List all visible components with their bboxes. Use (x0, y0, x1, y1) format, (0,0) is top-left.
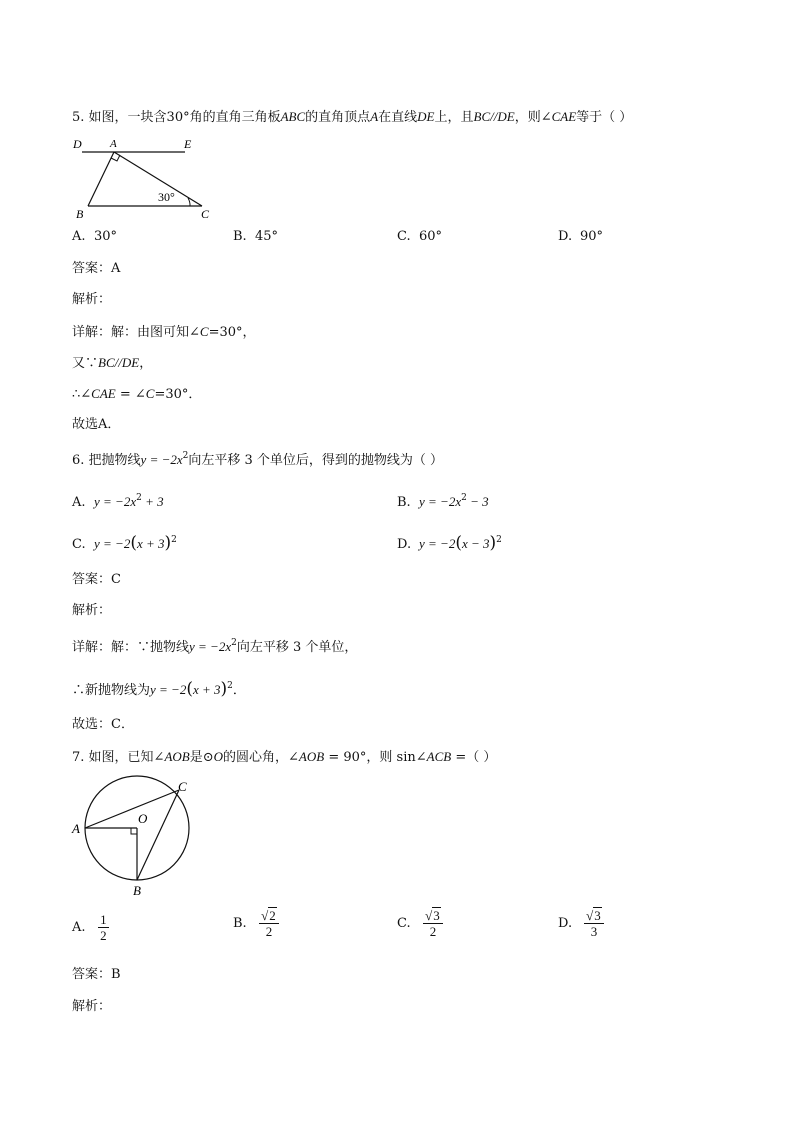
q6-equation: y = −2x (140, 452, 183, 467)
q5-stem-text: 上，且 (434, 110, 474, 125)
q7-stem-text: 7. 如图，已知∠ (72, 750, 165, 765)
q5-stem-text: 在直线 (378, 110, 418, 125)
q7-stem-text: 是⊙ (189, 750, 214, 765)
q7-circle-name: O (213, 749, 224, 764)
q5-angle-name: CAE (551, 109, 577, 124)
detail-var: CAE (91, 386, 116, 401)
option-label: C. (72, 537, 86, 552)
q6-choose: 故选：C． (72, 717, 134, 732)
option-label: D. (397, 537, 412, 552)
q5-angle-value: 30° (166, 110, 190, 125)
q7-option-a[interactable] (72, 912, 109, 943)
detail-text: 详解：解：∵抛物线 (72, 640, 190, 655)
q5-option-a[interactable] (72, 228, 117, 246)
q7-stem-text: = 90°，则 sin∠ (324, 750, 427, 765)
denominator: 2 (265, 924, 273, 939)
q7-angle-name: ACB (426, 749, 452, 764)
q5-option-c[interactable] (397, 228, 442, 246)
q5-detail (72, 323, 256, 342)
option-label: B. (233, 229, 247, 244)
option-value: 30° (94, 229, 118, 244)
detail-text: =30°． (154, 387, 202, 402)
q7-stem-text: =（ ） (451, 750, 497, 765)
label-d: D (73, 137, 82, 151)
option-label: C. (397, 916, 411, 931)
option-label: D. (558, 229, 573, 244)
segment-ab (88, 152, 114, 206)
exponent: 2 (461, 493, 467, 503)
detail-text: ． (232, 683, 246, 698)
q5-option-b[interactable] (233, 228, 278, 246)
q7-option-d[interactable] (558, 908, 604, 939)
option-value: 60° (419, 229, 443, 244)
exponent: 2 (231, 638, 237, 648)
numerator: 2 (269, 908, 276, 923)
denominator: 3 (590, 924, 598, 939)
exponent: 2 (171, 535, 177, 545)
label-a: A (110, 138, 117, 150)
q7-analysis: 解析： (72, 999, 112, 1014)
option-eq: y = −2x (419, 494, 462, 509)
q6-stem (72, 451, 443, 470)
q5-stem (72, 108, 632, 127)
q6-stem-text: 6. 把抛物线 (72, 453, 141, 468)
q5-analysis: 解析： (72, 292, 112, 307)
q5-choose: 故选A． (72, 417, 121, 432)
q7-answer: 答案：B (72, 967, 121, 982)
detail-text: 详解：解：由图可知∠ (72, 325, 200, 340)
option-eq: + 3 (141, 494, 164, 509)
angle-arc (188, 198, 190, 206)
exponent: 2 (182, 451, 189, 461)
q6-option-a[interactable] (72, 493, 164, 512)
label-c: C (178, 779, 187, 794)
option-eq: y = −2 (94, 536, 131, 551)
option-label: B. (397, 495, 411, 510)
numerator: 1 (100, 912, 107, 927)
label-o: O (138, 811, 148, 826)
option-eq: y = −2x (94, 494, 137, 509)
option-eq: y = −2 (419, 536, 456, 551)
radical: √ (261, 908, 269, 923)
q5-detail-2 (72, 354, 152, 373)
q6-option-b[interactable] (397, 493, 489, 512)
option-eq: x − 3 (461, 536, 490, 551)
detail-var: BC//DE (98, 355, 140, 370)
exponent: 2 (136, 493, 142, 503)
label-e: E (184, 137, 192, 151)
label-c: C (201, 207, 210, 221)
q7-option-c[interactable] (397, 908, 443, 939)
q6-detail-2: ∴新抛物线为$y = -2(x + 3)^2$． (72, 679, 246, 699)
option-label: A. (72, 495, 86, 510)
option-eq: x + 3 (136, 536, 165, 551)
q5-triangle-name: ABC (280, 109, 306, 124)
q6-detail (72, 638, 357, 657)
detail-text: 向左平移 3 个单位， (236, 640, 358, 655)
q5-parallel: BC//DE (473, 109, 515, 124)
fraction (98, 912, 109, 943)
option-label: A. (72, 229, 86, 244)
detail-eq: y = −2 (150, 682, 187, 697)
detail-text: 又∵ (72, 356, 99, 371)
q5-answer: 答案：A (72, 261, 121, 276)
q6-answer: 答案：C (72, 572, 121, 587)
q6-option-c[interactable]: C. $y = -2(x + 3)^2$ (72, 533, 177, 553)
q5-option-d[interactable] (558, 228, 603, 246)
q7-angle-name: AOB (164, 749, 190, 764)
chord-ac (85, 790, 179, 828)
q7-option-b[interactable] (233, 908, 279, 939)
detail-eq: x + 3 (192, 682, 221, 697)
fraction (584, 908, 604, 939)
q7-angle-name: AOB (298, 749, 325, 764)
exponent: 2 (227, 681, 233, 691)
fraction (423, 908, 443, 939)
q5-stem-text: 的直角顶点 (305, 110, 371, 125)
detail-var: C (145, 386, 155, 401)
q6-option-d[interactable]: D. $y = -2(x - 3)^2$ (397, 533, 502, 553)
radical: √ (425, 908, 433, 923)
q5-stem-text: 角的直角三角板 (189, 110, 281, 125)
detail-text: ， (139, 356, 153, 371)
q7-circle-figure (68, 772, 208, 900)
q5-detail-3 (72, 385, 201, 404)
denominator: 2 (100, 928, 107, 943)
exponent: 2 (496, 535, 502, 545)
label-a: A (72, 821, 80, 836)
option-label: C. (397, 229, 411, 244)
q6-stem-text: 向左平移 3 个单位后，得到的抛物线为（ ） (188, 453, 444, 468)
q5-line-name: DE (417, 109, 435, 124)
q5-triangle-figure (70, 134, 230, 224)
q7-stem-text: 的圆心角，∠ (223, 750, 299, 765)
option-value: 45° (255, 229, 279, 244)
q5-stem-text: 5. 如图，一块含 (72, 110, 167, 125)
q6-analysis: 解析： (72, 603, 112, 618)
option-value: 90° (580, 229, 604, 244)
q5-vertex: A (370, 109, 379, 124)
q5-stem-text: ，则∠ (514, 110, 552, 125)
radical: √ (586, 908, 594, 923)
option-label: A. (72, 920, 86, 935)
option-label: B. (233, 916, 247, 931)
detail-text: = ∠ (115, 387, 146, 402)
label-b: B (76, 207, 84, 221)
detail-text: =30°， (208, 325, 256, 340)
numerator: 3 (433, 908, 440, 923)
right-angle-mark (131, 828, 137, 834)
detail-text: ∴∠ (72, 387, 92, 402)
numerator: 3 (594, 908, 601, 923)
detail-var: C (199, 324, 209, 339)
q5-stem-text: 等于（ ） (576, 110, 633, 125)
detail-eq: y = −2x (189, 639, 232, 654)
detail-text: ∴新抛物线为 (72, 683, 151, 698)
denominator: 2 (429, 924, 437, 939)
label-b: B (133, 883, 141, 898)
q7-stem (72, 748, 496, 767)
label-30deg: 30° (158, 190, 175, 204)
option-label: D. (558, 916, 573, 931)
option-eq: − 3 (466, 494, 489, 509)
fraction (259, 908, 279, 939)
